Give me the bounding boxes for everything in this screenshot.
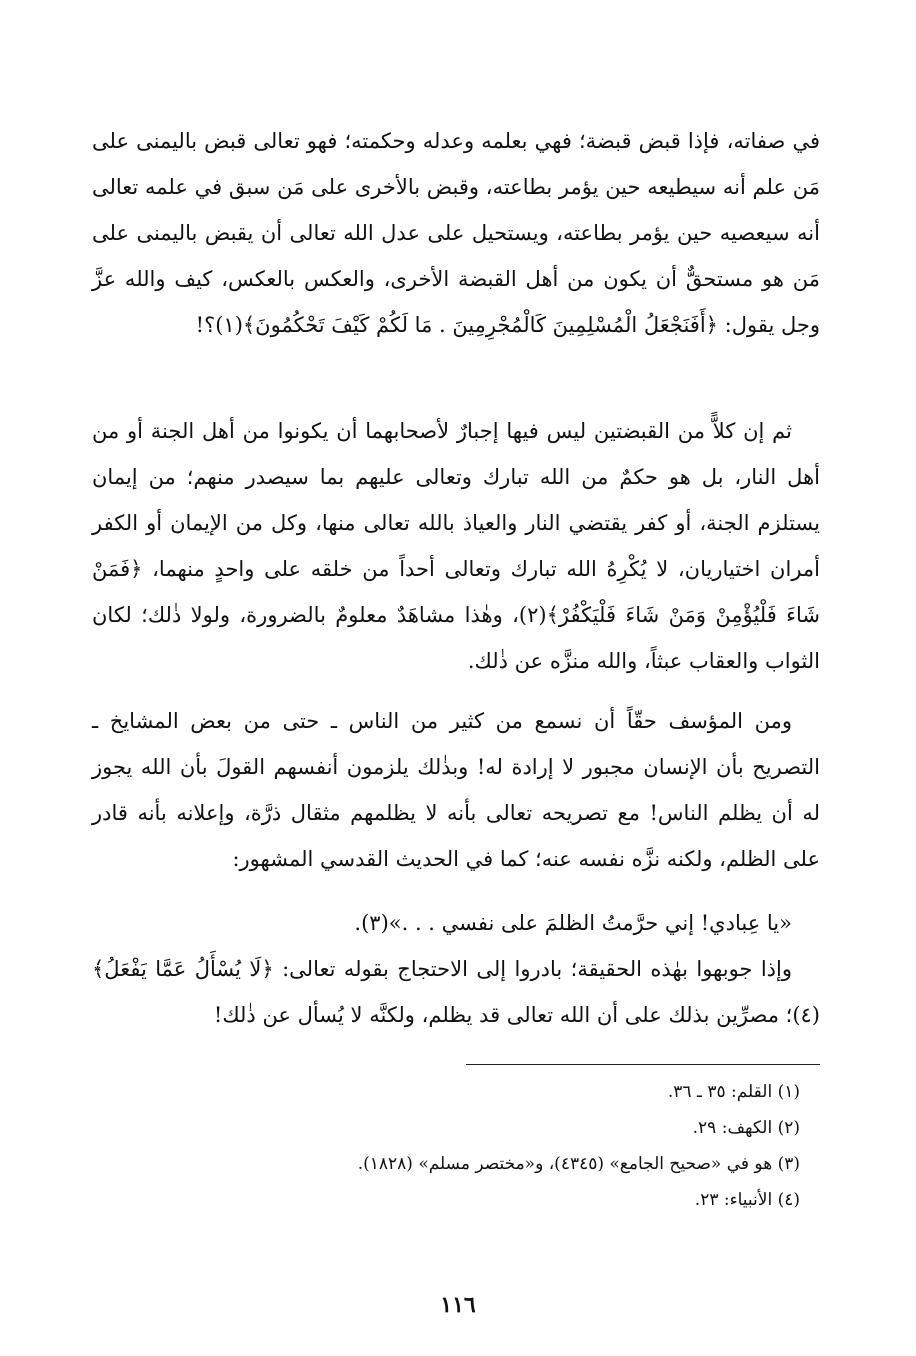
footnote-2: (٢) الكهف: ٢٩. [692, 1118, 800, 1138]
footnotes [200, 1074, 800, 1218]
page-number: ١١٦ [440, 1292, 476, 1318]
paragraph-1: في صفاته، فإذا قبض قبضة؛ فهي بعلمه وعدله وحكمته؛ فهو تعالى قبض باليمنى على مَن علم أنه سيطيعه حين يؤمر بطاعته، وقبض بالأخرى على مَن سبق في علمه تعالى أنه سيعصيه حين يؤمر بطاعته، ويستحيل على عدل الله تعالى أن يقبض باليمنى على مَن هو مستحقٌّ أن يكون من أهل القبضة الأخرى، والعكس بالعكس، كيف والله عزَّ وجل يقول: ﴿أَفَنَجْعَلُ الْمُسْلِمِينَ كَالْمُجْرِمِينَ . مَا لَكُمْ كَيْفَ تَحْكُمُونَ﴾(١)؟! [92, 129, 820, 337]
footnote-4: (٤) الأنبياء: ٢٣. [694, 1190, 800, 1210]
hadith-quote: «يا عِبادي! إني حرَّمتُ الظلمَ على نفسي . . .»(٣). [354, 911, 792, 935]
paragraph-3: ومن المؤسف حقّاً أن نسمع من كثير من الناس ـ حتى من بعض المشايخ ـ التصريح بأن الإنسان مجبور لا إرادة له! وبذٰلك يلزمون أنفسهم القولَ بأن الله يجوز له أن يظلم الناس! مع تصريحه تعالى بأنه لا يظلمهم مثقال ذرَّة، وإعلانه بأنه قادر على الظلم، ولكنه نزَّه نفسه عنه؛ كما في الحديث القدسي المشهور: [92, 709, 820, 871]
footnote-divider [466, 1064, 820, 1065]
footnote-1: (١) القلم: ٣٥ ـ ٣٦. [667, 1082, 800, 1102]
paragraph-4: وإذا جوبهوا بهٰذه الحقيقة؛ بادروا إلى الاحتجاج بقوله تعالى: ﴿لَا يُسْأَلُ عَمَّا يَفْعَلُ﴾(٤)؛ مصرِّين بذلك على أن الله تعالى قد يظلم، ولكنَّه لا يُسأل عن ذٰلك! [92, 957, 820, 1027]
footnote-3: (٣) هو في «صحيح الجامع» (٤٣٤٥)، و«مختصر مسلم» (١٨٢٨). [357, 1154, 800, 1174]
paragraph-2: ثم إن كلاًّ من القبضتين ليس فيها إجبارٌ لأصحابهما أن يكونوا من أهل الجنة أو من أهل النار، بل هو حكمٌ من الله تبارك وتعالى عليهم بما سيصدر منهم؛ من إيمان يستلزم الجنة، أو كفر يقتضي النار والعياذ بالله تعالى منها، وكل من الإيمان أو الكفر أمران اختياريان، لا يُكْرِهُ الله تبارك وتعالى أحداً من خلقه على واحدٍ منهما، ﴿فَمَنْ شَاءَ فَلْيُؤْمِنْ وَمَنْ شَاءَ فَلْيَكْفُرْ﴾(٢)، وهٰذا مشاهَدٌ معلومٌ بالضرورة، ولولا ذٰلك؛ لكان الثواب والعقاب عبثاً، والله منزَّه عن ذٰلك. [92, 419, 820, 673]
